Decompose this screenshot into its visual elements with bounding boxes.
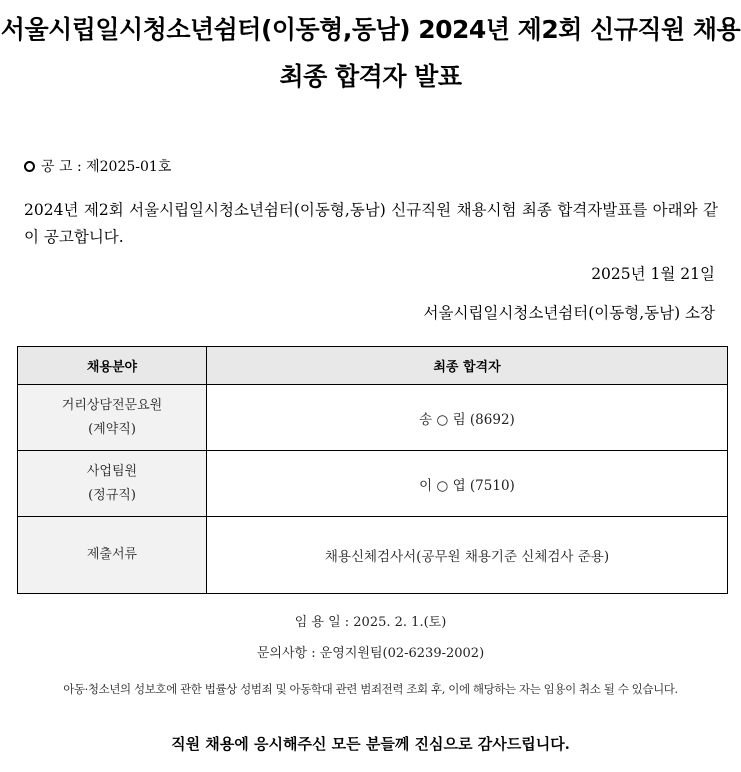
row-field-type: (계약직): [88, 421, 136, 437]
thanks-message: 직원 채용에 응시해주신 모든 분들께 진심으로 감사드립니다.: [171, 735, 570, 753]
header-field: 채용분야: [18, 347, 207, 385]
table-row: [18, 517, 728, 594]
announcement-date: 2025년 1월 21일: [591, 265, 715, 283]
table-row: [18, 451, 728, 517]
row-field-cell: [18, 385, 207, 451]
disclaimer: 아동·청소년의 성보호에 관한 법률상 성범죄 및 아동학대 관련 범죄전력 조회 후, 이에 해당하는 자는 임용이 취소 될 수 있습니다.: [63, 682, 678, 696]
announcement-body: 2024년 제2회 서울시립일시청소년쉼터(이동형,동남) 신규직원 채용시험 최종 합격자발표를 아래와 같이 공고합니다.: [24, 201, 718, 246]
result-table: [17, 346, 728, 594]
notice-number-text: 공 고 : 제2025-01호: [41, 159, 172, 175]
page-title-line2: 최종 합격자 발표: [279, 62, 462, 91]
contact-info: 문의사항 : 운영지원팀(02-6239-2002): [256, 646, 485, 661]
row-field: 사업팀원: [86, 463, 138, 479]
header-passers: 최종 합격자: [207, 347, 728, 385]
row-value: 송 ○ 림 (8692): [207, 385, 728, 451]
row-field-cell: [18, 451, 207, 517]
row-field: 거리상담전문요원: [61, 397, 163, 413]
row-field: 제출서류: [86, 547, 138, 562]
table-header-row: [18, 347, 728, 385]
issuer: 서울시립일시청소년쉼터(이동형,동남) 소장: [423, 304, 715, 322]
start-date: 임 용 일 : 2025. 2. 1.(토): [294, 615, 447, 630]
row-field-type: (정규직): [88, 487, 136, 503]
row-field-cell: [18, 517, 207, 594]
table-row: [18, 385, 728, 451]
row-value: 채용신체검사서(공무원 채용기준 신체검사 준용): [207, 517, 728, 594]
page-title-line1: 서울시립일시청소년쉼터(이동형,동남) 2024년 제2회 신규직원 채용: [0, 15, 741, 44]
row-value: 이 ○ 엽 (7510): [207, 451, 728, 517]
circle-bullet-icon: [24, 161, 35, 172]
notice-number: [24, 156, 171, 176]
